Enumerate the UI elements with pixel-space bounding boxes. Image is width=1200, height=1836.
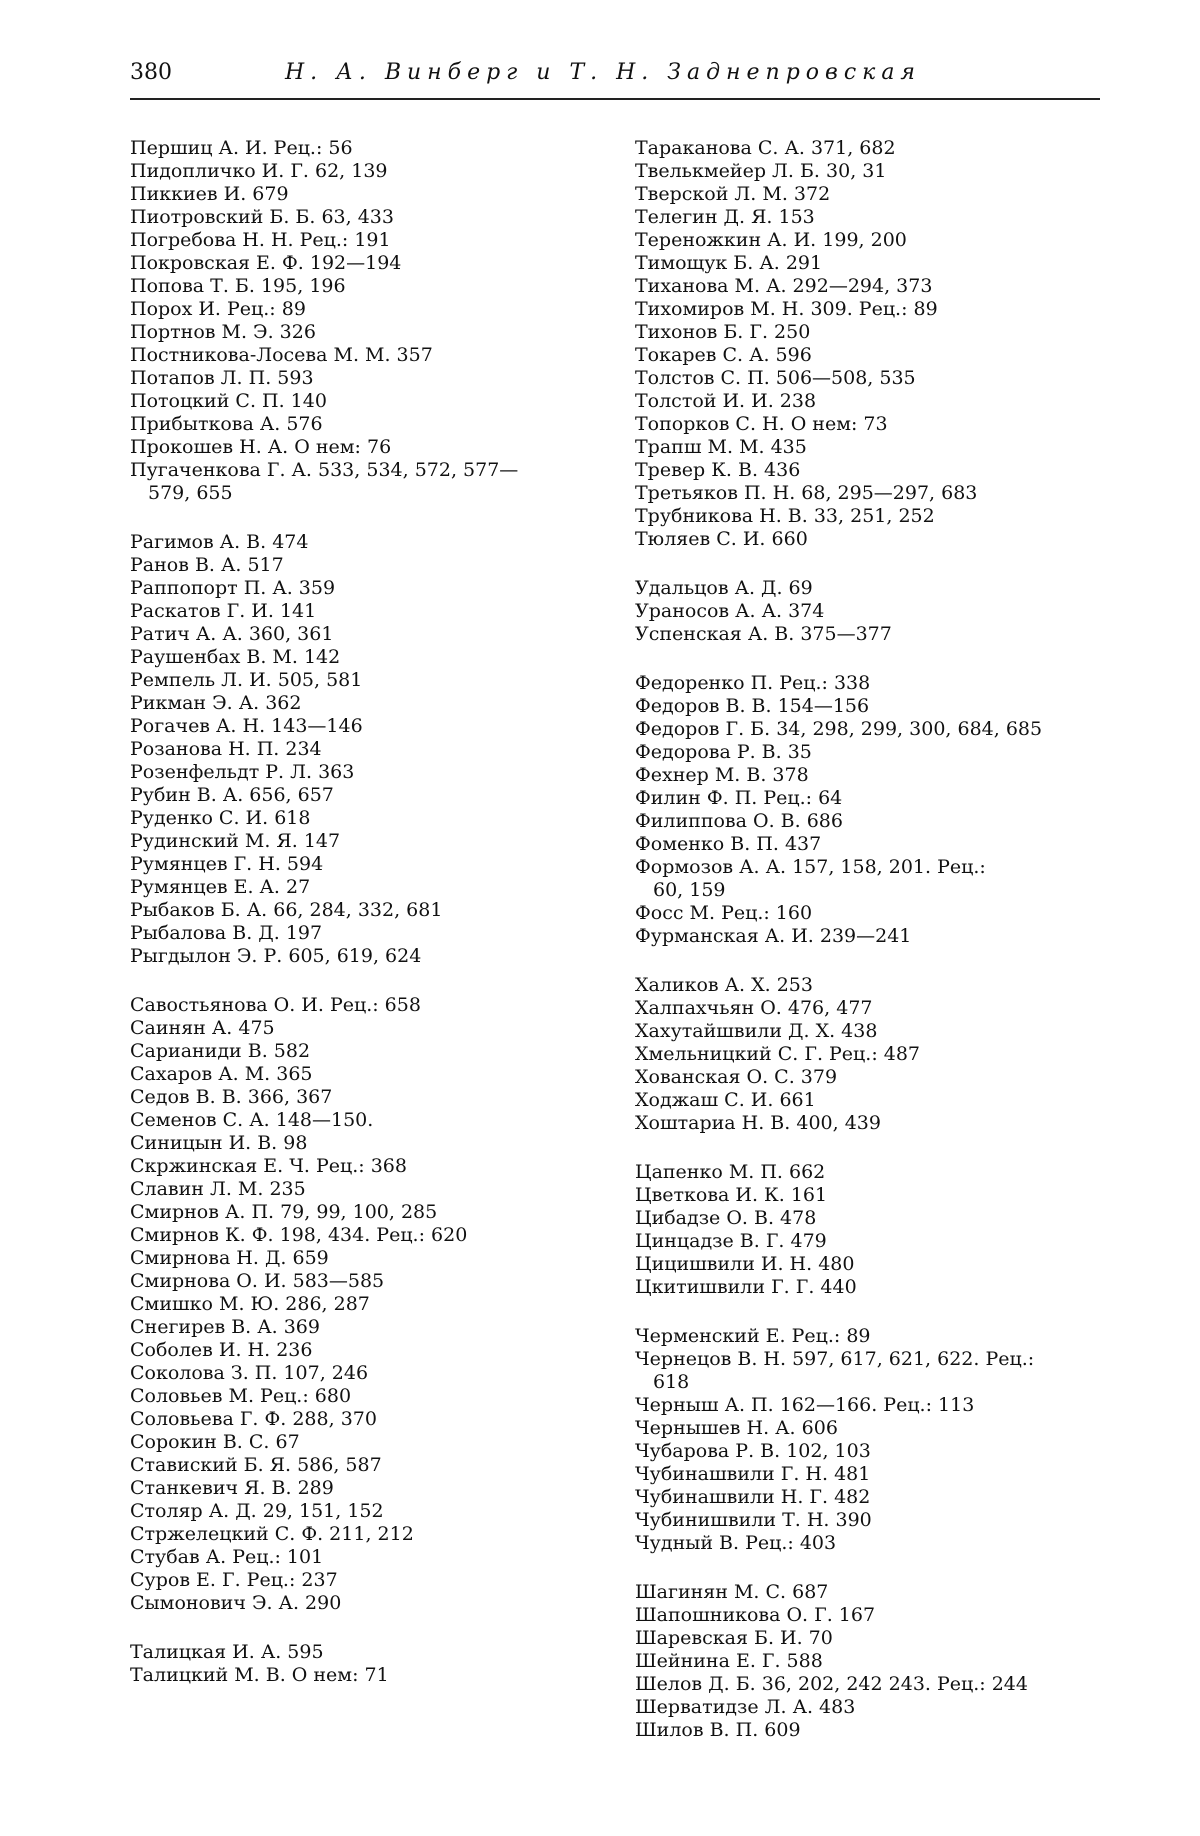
index-entry: 579, 655 xyxy=(148,482,233,504)
index-entry: Соловьев М. Рец.: 680 xyxy=(130,1385,352,1407)
index-entry: Цкитишвили Г. Г. 440 xyxy=(635,1276,857,1298)
index-entry: Чернышев Н. А. 606 xyxy=(635,1417,838,1439)
index-entry: Снегирев В. А. 369 xyxy=(130,1316,320,1338)
index-entry: Толстов С. П. 506—508, 535 xyxy=(635,367,916,389)
index-entry: Шагинян М. С. 687 xyxy=(635,1581,829,1603)
index-entry: Румянцев Е. А. 27 xyxy=(130,876,311,898)
index-entry: Шелов Д. Б. 36, 202, 242 243. Рец.: 244 xyxy=(635,1673,1028,1695)
index-entry: Рыбаков Б. А. 66, 284, 332, 681 xyxy=(130,899,443,921)
index-entry: Тревер К. В. 436 xyxy=(635,459,801,481)
index-entry: Пугаченкова Г. А. 533, 534, 572, 577— xyxy=(130,459,519,481)
index-entry: Ураносов А. А. 374 xyxy=(635,600,825,622)
index-entry: Рудинский М. Я. 147 xyxy=(130,830,341,852)
index-entry: Ранов В. А. 517 xyxy=(130,554,284,576)
index-entry: Рикман Э. А. 362 xyxy=(130,692,302,714)
page-header xyxy=(130,60,1100,100)
page-number: 380 xyxy=(130,60,172,85)
index-entry: Покровская Е. Ф. 192—194 xyxy=(130,252,402,274)
index-entry: Фоменко В. П. 437 xyxy=(635,833,822,855)
index-entry: Удальцов А. Д. 69 xyxy=(635,577,813,599)
index-entry: Филин Ф. П. Рец.: 64 xyxy=(635,787,843,809)
index-entry: Потоцкий С. П. 140 xyxy=(130,390,327,412)
index-entry: Хованская О. С. 379 xyxy=(635,1066,838,1088)
index-entry: Соловьева Г. Ф. 288, 370 xyxy=(130,1408,377,1430)
index-entry: Рубин В. А. 656, 657 xyxy=(130,784,334,806)
index-entry: Талицкая И. А. 595 xyxy=(130,1641,324,1663)
index-entry: Саинян А. 475 xyxy=(130,1017,275,1039)
index-entry: Пиотровский Б. Б. 63, 433 xyxy=(130,206,394,228)
index-entry: Стубав А. Рец.: 101 xyxy=(130,1546,324,1568)
index-entry: Федоров Г. Б. 34, 298, 299, 300, 684, 685 xyxy=(635,718,1043,740)
index-entry: Смирнова Н. Д. 659 xyxy=(130,1247,329,1269)
index-entry: Рогачев А. Н. 143—146 xyxy=(130,715,363,737)
index-entry: Станкевич Я. В. 289 xyxy=(130,1477,334,1499)
index-entry: Хахутайшвили Д. Х. 438 xyxy=(635,1020,878,1042)
index-entry: Чудный В. Рец.: 403 xyxy=(635,1532,837,1554)
index-entry: Соболев И. Н. 236 xyxy=(130,1339,313,1361)
index-entry: Тихонов Б. Г. 250 xyxy=(635,321,811,343)
index-entry: Телегин Д. Я. 153 xyxy=(635,206,815,228)
index-entry: Фехнер М. В. 378 xyxy=(635,764,809,786)
index-entry: Пиккиев И. 679 xyxy=(130,183,289,205)
index-entry: Шейнина Е. Г. 588 xyxy=(635,1650,823,1672)
index-entry: Румянцев Г. Н. 594 xyxy=(130,853,324,875)
index-entry: Сорокин В. С. 67 xyxy=(130,1431,300,1453)
index-entry: Цицишвили И. Н. 480 xyxy=(635,1253,855,1275)
letter-gap xyxy=(130,1615,610,1641)
index-entry: Успенская А. В. 375—377 xyxy=(635,623,892,645)
index-column-left xyxy=(130,137,610,1687)
index-entry: Рыбалова В. Д. 197 xyxy=(130,922,323,944)
index-entry: Ходжаш С. И. 661 xyxy=(635,1089,816,1111)
index-entry: Чернецов В. Н. 597, 617, 621, 622. Рец.: xyxy=(635,1348,1035,1370)
index-entry: Талицкий М. В. О нем: 71 xyxy=(130,1664,389,1686)
index-entry: Черменский Е. Рец.: 89 xyxy=(635,1325,871,1347)
index-entry: Сахаров А. М. 365 xyxy=(130,1063,313,1085)
header-rule xyxy=(130,98,1100,100)
index-entry: Федоренко П. Рец.: 338 xyxy=(635,672,871,694)
index-entry: Черныш А. П. 162—166. Рец.: 113 xyxy=(635,1394,975,1416)
index-entry: Толстой И. И. 238 xyxy=(635,390,817,412)
index-entry: Розанова Н. П. 234 xyxy=(130,738,322,760)
index-entry: 618 xyxy=(653,1371,690,1393)
index-entry: Стржелецкий С. Ф. 211, 212 xyxy=(130,1523,414,1545)
index-entry: Першиц А. И. Рец.: 56 xyxy=(130,137,353,159)
index-entry: Филиппова О. В. 686 xyxy=(635,810,843,832)
index-entry: Тихомиров М. Н. 309. Рец.: 89 xyxy=(635,298,938,320)
letter-gap xyxy=(635,1135,1115,1161)
index-entry: Чубарова Р. В. 102, 103 xyxy=(635,1440,871,1462)
index-entry: Ремпель Л. И. 505, 581 xyxy=(130,669,363,691)
index-entry: Чубинашвили Н. Г. 482 xyxy=(635,1486,871,1508)
index-entry: Раушенбах В. М. 142 xyxy=(130,646,341,668)
index-entry: Славин Л. М. 235 xyxy=(130,1178,306,1200)
index-entry: Соколова З. П. 107, 246 xyxy=(130,1362,369,1384)
index-entry: Попова Т. Б. 195, 196 xyxy=(130,275,346,297)
index-entry: Шаревская Б. И. 70 xyxy=(635,1627,833,1649)
running-head: Н. А. Винберг и Т. Н. Заднепровская xyxy=(285,60,922,85)
index-entry: Скржинская Е. Ч. Рец.: 368 xyxy=(130,1155,407,1177)
letter-gap xyxy=(130,505,610,531)
index-entry: Смишко М. Ю. 286, 287 xyxy=(130,1293,370,1315)
index-entry: Тимощук Б. А. 291 xyxy=(635,252,823,274)
index-entry: Твелькмейер Л. Б. 30, 31 xyxy=(635,160,887,182)
index-entry: Федорова Р. В. 35 xyxy=(635,741,812,763)
index-entry: Синицын И. В. 98 xyxy=(130,1132,308,1154)
index-entry: Смирнова О. И. 583—585 xyxy=(130,1270,385,1292)
index-entry: Хоштариа Н. В. 400, 439 xyxy=(635,1112,881,1134)
index-entry: Тиханова М. А. 292—294, 373 xyxy=(635,275,933,297)
index-entry: Тараканова С. А. 371, 682 xyxy=(635,137,896,159)
index-entry: Трубникова Н. В. 33, 251, 252 xyxy=(635,505,935,527)
index-entry: Тереножкин А. И. 199, 200 xyxy=(635,229,907,251)
index-entry: Ставиский Б. Я. 586, 587 xyxy=(130,1454,382,1476)
index-entry: Федоров В. В. 154—156 xyxy=(635,695,870,717)
index-entry: Цапенко М. П. 662 xyxy=(635,1161,826,1183)
index-entry: Рагимов А. В. 474 xyxy=(130,531,309,553)
letter-gap xyxy=(130,968,610,994)
index-entry: Прибыткова А. 576 xyxy=(130,413,323,435)
letter-gap xyxy=(635,646,1115,672)
index-entry: Фосс М. Рец.: 160 xyxy=(635,902,813,924)
index-entry: Токарев С. А. 596 xyxy=(635,344,812,366)
index-entry: Руденко С. И. 618 xyxy=(130,807,311,829)
index-entry: Смирнов К. Ф. 198, 434. Рец.: 620 xyxy=(130,1224,468,1246)
index-entry: Суров Е. Г. Рец.: 237 xyxy=(130,1569,338,1591)
index-entry: 60, 159 xyxy=(653,879,726,901)
index-entry: Седов В. В. 366, 367 xyxy=(130,1086,333,1108)
index-entry: Пидопличко И. Г. 62, 139 xyxy=(130,160,388,182)
index-entry: Топорков С. Н. О нем: 73 xyxy=(635,413,888,435)
index-entry: Шапошникова О. Г. 167 xyxy=(635,1604,876,1626)
index-entry: Цветкова И. К. 161 xyxy=(635,1184,828,1206)
index-entry: Тюляев С. И. 660 xyxy=(635,528,808,550)
index-entry: Цибадзе О. В. 478 xyxy=(635,1207,817,1229)
index-entry: Шерватидзе Л. А. 483 xyxy=(635,1696,856,1718)
index-entry: Шилов В. П. 609 xyxy=(635,1719,801,1741)
index-entry: Трапш М. М. 435 xyxy=(635,436,807,458)
index-entry: Халиков А. Х. 253 xyxy=(635,974,813,996)
index-entry: Смирнов А. П. 79, 99, 100, 285 xyxy=(130,1201,438,1223)
index-entry: Сымонович Э. А. 290 xyxy=(130,1592,342,1614)
index-entry: Тверской Л. М. 372 xyxy=(635,183,831,205)
letter-gap xyxy=(635,1299,1115,1325)
index-entry: Раппопорт П. А. 359 xyxy=(130,577,336,599)
index-entry: Чубинашвили Г. Н. 481 xyxy=(635,1463,871,1485)
letter-gap xyxy=(635,551,1115,577)
index-column-right xyxy=(635,137,1115,1742)
index-entry: Портнов М. Э. 326 xyxy=(130,321,316,343)
letter-gap xyxy=(635,948,1115,974)
index-entry: Фурманская А. И. 239—241 xyxy=(635,925,912,947)
index-entry: Ратич А. А. 360, 361 xyxy=(130,623,334,645)
index-entry: Порох И. Рец.: 89 xyxy=(130,298,306,320)
index-entry: Чубинишвили Т. Н. 390 xyxy=(635,1509,872,1531)
index-entry: Савостьянова О. И. Рец.: 658 xyxy=(130,994,421,1016)
index-entry: Погребова Н. Н. Рец.: 191 xyxy=(130,229,391,251)
index-entry: Прокошев Н. А. О нем: 76 xyxy=(130,436,392,458)
index-entry: Сарианиди В. 582 xyxy=(130,1040,311,1062)
index-entry: Семенов С. А. 148—150. xyxy=(130,1109,374,1131)
index-entry: Потапов Л. П. 593 xyxy=(130,367,314,389)
index-entry: Рыгдылон Э. Р. 605, 619, 624 xyxy=(130,945,422,967)
index-entry: Халпахчьян О. 476, 477 xyxy=(635,997,873,1019)
letter-gap xyxy=(635,1555,1115,1581)
index-entry: Постникова-Лосева М. М. 357 xyxy=(130,344,433,366)
index-entry: Столяр А. Д. 29, 151, 152 xyxy=(130,1500,384,1522)
index-entry: Хмельницкий С. Г. Рец.: 487 xyxy=(635,1043,921,1065)
index-entry: Третьяков П. Н. 68, 295—297, 683 xyxy=(635,482,978,504)
index-entry: Розенфельдт Р. Л. 363 xyxy=(130,761,355,783)
index-entry: Формозов А. А. 157, 158, 201. Рец.: xyxy=(635,856,986,878)
index-entry: Раскатов Г. И. 141 xyxy=(130,600,317,622)
index-entry: Цинцадзе В. Г. 479 xyxy=(635,1230,827,1252)
